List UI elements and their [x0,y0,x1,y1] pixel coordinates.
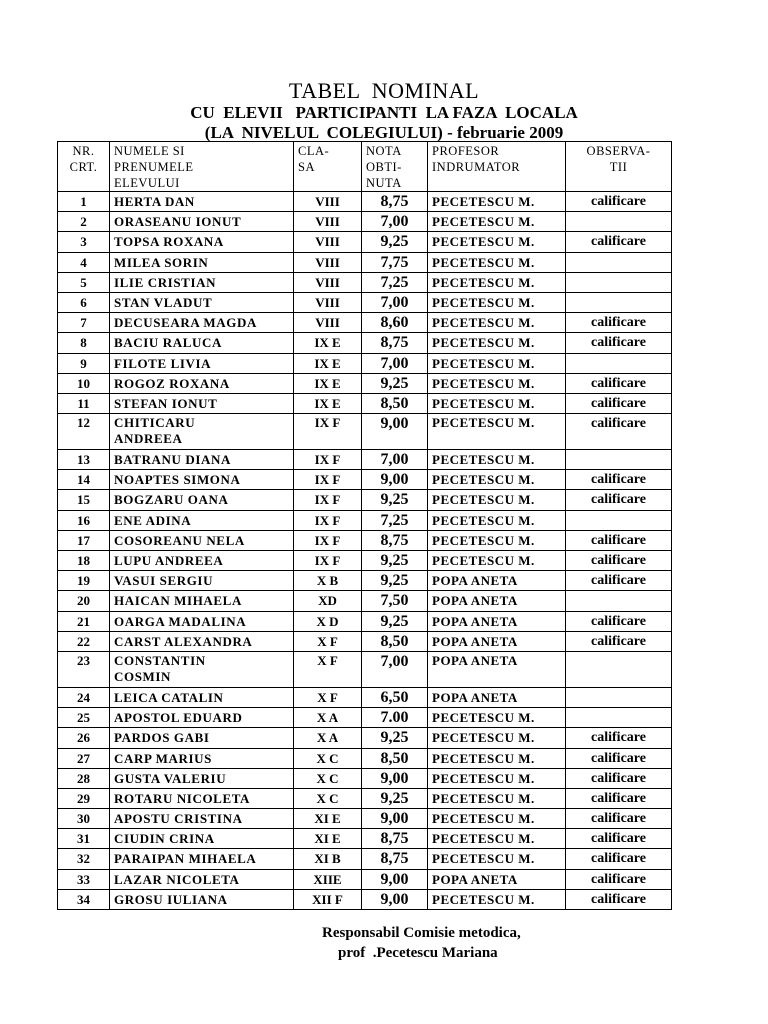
cell-class: IX F [294,450,362,470]
cell-name: FILOTE LIVIA [110,353,294,373]
cell-name: DECUSEARA MAGDA [110,313,294,333]
header-grade [362,142,428,192]
cell-class: IX E [294,373,362,393]
cell-observation: calificare [566,232,672,252]
table-row [58,252,672,272]
cell-observation [566,292,672,312]
table-row [58,748,672,768]
header-class [294,142,362,192]
cell-observation [566,252,672,272]
cell-nr: 32 [58,849,110,869]
cell-observation: calificare [566,809,672,829]
cell-observation: calificare [566,313,672,333]
cell-nr: 4 [58,252,110,272]
cell-nr: 20 [58,591,110,611]
cell-observation: calificare [566,490,672,510]
cell-grade: 6,50 [362,687,428,707]
cell-grade: 8,50 [362,393,428,413]
cell-class: IX E [294,353,362,373]
header-nr-line: NR. [72,144,95,158]
cell-class: XI B [294,849,362,869]
document-subtitle: CU ELEVII PARTICIPANTI LA FAZA LOCALA [190,103,578,122]
cell-grade: 9,25 [362,728,428,748]
cell-class: VIII [294,252,362,272]
header-obs-line: TII [609,160,628,174]
cell-teacher: PECETESCU M. [428,292,566,312]
document-subtitle-date: (LA NIVELUL COLEGIULUI) - februarie 2009 [204,123,564,142]
cell-nr: 10 [58,373,110,393]
cell-nr: 11 [58,393,110,413]
cell-grade: 7,00 [362,450,428,470]
cell-nr: 13 [58,450,110,470]
cell-name-line: COSMIN [114,668,172,684]
header-observations [566,142,672,192]
cell-grade: 9,00 [362,869,428,889]
cell-class: IX F [294,490,362,510]
cell-name [110,414,294,450]
cell-teacher: PECETESCU M. [428,470,566,490]
cell-teacher: POPA ANETA [428,687,566,707]
cell-grade: 8,50 [362,748,428,768]
cell-nr: 9 [58,353,110,373]
cell-class: VIII [294,272,362,292]
table-row [58,373,672,393]
cell-grade: 7,75 [362,252,428,272]
cell-observation: calificare [566,728,672,748]
cell-name: PARAIPAN MIHAELA [110,849,294,869]
cell-class: X F [294,651,362,687]
cell-nr: 7 [58,313,110,333]
cell-name: ROGOZ ROXANA [110,373,294,393]
cell-class: IX F [294,551,362,571]
header-nr [58,142,110,192]
table-row [58,470,672,490]
cell-grade: 9,25 [362,571,428,591]
cell-nr: 24 [58,687,110,707]
cell-grade: 8,75 [362,849,428,869]
cell-observation [566,708,672,728]
cell-nr: 16 [58,510,110,530]
cell-teacher: PECETESCU M. [428,232,566,252]
cell-class: X C [294,748,362,768]
cell-nr: 18 [58,551,110,571]
cell-class: IX E [294,393,362,413]
cell-grade: 7,00 [362,353,428,373]
cell-observation: calificare [566,393,672,413]
document-title: TABEL NOMINAL [288,78,480,103]
cell-name: NOAPTES SIMONA [110,470,294,490]
cell-observation: calificare [566,849,672,869]
cell-teacher: POPA ANETA [428,651,566,687]
cell-name-line: ANDREEA [114,431,183,447]
cell-teacher: PECETESCU M. [428,212,566,232]
cell-teacher: POPA ANETA [428,571,566,591]
cell-class: XD [294,591,362,611]
cell-teacher: PECETESCU M. [428,353,566,373]
cell-teacher: PECETESCU M. [428,768,566,788]
signature-name: prof .Pecetescu Mariana [338,945,498,961]
cell-grade: 8,60 [362,313,428,333]
header-name [110,142,294,192]
table-row [58,869,672,889]
cell-teacher: POPA ANETA [428,611,566,631]
cell-class: X C [294,788,362,808]
cell-nr: 1 [58,192,110,212]
cell-teacher: PECETESCU M. [428,490,566,510]
cell-class: X B [294,571,362,591]
cell-grade: 7,25 [362,272,428,292]
cell-teacher: PECETESCU M. [428,708,566,728]
cell-class: VIII [294,292,362,312]
cell-name: CIUDIN CRINA [110,829,294,849]
header-name-line: NUMELE SI [114,144,185,158]
cell-observation: calificare [566,829,672,849]
table-row [58,192,672,212]
cell-class: XII F [294,889,362,909]
cell-name: BATRANU DIANA [110,450,294,470]
cell-observation [566,510,672,530]
cell-observation: calificare [566,333,672,353]
header-teacher [428,142,566,192]
cell-class: X D [294,611,362,631]
cell-nr: 23 [58,651,110,687]
cell-observation [566,272,672,292]
cell-class: XI E [294,829,362,849]
table-row [58,687,672,707]
cell-name: MILEA SORIN [110,252,294,272]
cell-grade: 9,00 [362,414,428,450]
cell-observation [566,353,672,373]
cell-class: VIII [294,212,362,232]
cell-name: LUPU ANDREEA [110,551,294,571]
cell-teacher: PECETESCU M. [428,414,566,450]
cell-teacher: POPA ANETA [428,631,566,651]
cell-grade: 7,00 [362,212,428,232]
cell-class: IX F [294,470,362,490]
cell-nr: 34 [58,889,110,909]
table-row [58,708,672,728]
cell-teacher: PECETESCU M. [428,788,566,808]
cell-class: XIIE [294,869,362,889]
cell-nr: 19 [58,571,110,591]
cell-nr: 5 [58,272,110,292]
header-teacher-line: PROFESOR [432,144,500,158]
cell-observation [566,591,672,611]
cell-class: XI E [294,809,362,829]
cell-grade: 9,00 [362,470,428,490]
cell-teacher: PECETESCU M. [428,252,566,272]
participants-table [57,141,672,910]
cell-teacher: PECETESCU M. [428,849,566,869]
cell-observation: calificare [566,571,672,591]
cell-nr: 6 [58,292,110,312]
table-row [58,809,672,829]
cell-teacher: POPA ANETA [428,869,566,889]
cell-name: APOSTU CRISTINA [110,809,294,829]
cell-teacher: PECETESCU M. [428,313,566,333]
cell-grade: 9,25 [362,373,428,393]
cell-name: STEFAN IONUT [110,393,294,413]
table-row [58,292,672,312]
cell-nr: 3 [58,232,110,252]
cell-class: IX E [294,333,362,353]
table-row [58,849,672,869]
cell-nr: 27 [58,748,110,768]
table-row [58,728,672,748]
table-row [58,393,672,413]
table-row [58,212,672,232]
header-nr-line: CRT. [69,160,98,174]
cell-nr: 28 [58,768,110,788]
cell-class: VIII [294,232,362,252]
cell-class: IX F [294,414,362,450]
cell-observation: calificare [566,631,672,651]
cell-teacher: PECETESCU M. [428,272,566,292]
cell-class: IX F [294,510,362,530]
cell-grade: 7.00 [362,708,428,728]
cell-name: TOPSA ROXANA [110,232,294,252]
cell-grade: 9,25 [362,232,428,252]
cell-observation: calificare [566,611,672,631]
cell-nr: 8 [58,333,110,353]
cell-class: VIII [294,192,362,212]
cell-name: ROTARU NICOLETA [110,788,294,808]
cell-teacher: PECETESCU M. [428,393,566,413]
cell-observation: calificare [566,192,672,212]
header-grade-line: OBTI- [366,160,402,174]
cell-teacher: PECETESCU M. [428,450,566,470]
cell-name-line: CHITICARU [114,415,196,431]
cell-observation: calificare [566,414,672,450]
cell-nr: 30 [58,809,110,829]
table-row [58,510,672,530]
cell-grade: 8,75 [362,530,428,550]
cell-observation: calificare [566,551,672,571]
cell-name: BOGZARU OANA [110,490,294,510]
cell-grade: 9,00 [362,768,428,788]
cell-observation [566,687,672,707]
cell-class: X A [294,728,362,748]
header-teacher-line: INDRUMATOR [432,160,521,174]
cell-observation [566,212,672,232]
cell-nr: 33 [58,869,110,889]
table-row [58,313,672,333]
cell-teacher: PECETESCU M. [428,809,566,829]
cell-grade: 7,00 [362,651,428,687]
cell-observation [566,450,672,470]
table-row [58,829,672,849]
cell-observation: calificare [566,768,672,788]
cell-name: VASUI SERGIU [110,571,294,591]
table-row [58,232,672,252]
table-row [58,530,672,550]
cell-nr: 21 [58,611,110,631]
cell-teacher: PECETESCU M. [428,510,566,530]
cell-name: GUSTA VALERIU [110,768,294,788]
cell-observation: calificare [566,889,672,909]
cell-teacher: POPA ANETA [428,591,566,611]
table-row [58,272,672,292]
cell-name: STAN VLADUT [110,292,294,312]
cell-name: PARDOS GABI [110,728,294,748]
cell-class: X A [294,708,362,728]
cell-grade: 8,75 [362,333,428,353]
cell-nr: 29 [58,788,110,808]
table-row [58,611,672,631]
cell-name [110,651,294,687]
cell-teacher: PECETESCU M. [428,333,566,353]
cell-name: LAZAR NICOLETA [110,869,294,889]
table-row [58,651,672,687]
cell-name: BACIU RALUCA [110,333,294,353]
cell-observation: calificare [566,530,672,550]
cell-name: HERTA DAN [110,192,294,212]
cell-name: OARGA MADALINA [110,611,294,631]
cell-grade: 8,75 [362,192,428,212]
header-name-line: PRENUMELE [114,160,194,174]
table-row [58,551,672,571]
cell-observation: calificare [566,470,672,490]
cell-name: CARP MARIUS [110,748,294,768]
cell-class: X C [294,768,362,788]
cell-observation: calificare [566,373,672,393]
cell-grade: 9,25 [362,490,428,510]
header-class-line: SA [298,160,315,174]
cell-teacher: PECETESCU M. [428,551,566,571]
cell-grade: 7,00 [362,292,428,312]
table-row [58,571,672,591]
header-class-line: CLA- [298,144,330,158]
table-row [58,450,672,470]
cell-name: LEICA CATALIN [110,687,294,707]
table-row [58,889,672,909]
cell-class: IX F [294,530,362,550]
cell-grade: 9,25 [362,611,428,631]
table-header-row [58,142,672,192]
cell-class: X F [294,631,362,651]
cell-name: ORASEANU IONUT [110,212,294,232]
header-name-line: ELEVULUI [114,176,180,190]
cell-nr: 26 [58,728,110,748]
table-row [58,353,672,373]
cell-name: ENE ADINA [110,510,294,530]
cell-nr: 22 [58,631,110,651]
table-row [58,414,672,450]
cell-teacher: PECETESCU M. [428,889,566,909]
cell-grade: 8,75 [362,829,428,849]
cell-observation [566,651,672,687]
cell-grade: 9,25 [362,551,428,571]
cell-nr: 2 [58,212,110,232]
cell-name: HAICAN MIHAELA [110,591,294,611]
cell-observation: calificare [566,869,672,889]
cell-teacher: PECETESCU M. [428,728,566,748]
cell-nr: 25 [58,708,110,728]
cell-name: ILIE CRISTIAN [110,272,294,292]
cell-nr: 17 [58,530,110,550]
cell-name: COSOREANU NELA [110,530,294,550]
header-grade-line: NOTA [366,144,402,158]
cell-teacher: PECETESCU M. [428,829,566,849]
cell-nr: 12 [58,414,110,450]
header-grade-line: NUTA [366,176,402,190]
table-body [58,192,672,910]
header-obs-line: OBSERVA- [586,144,651,158]
signature-title: Responsabil Comisie metodica, [322,925,521,941]
cell-name-line: CONSTANTIN [114,652,206,668]
table-row [58,631,672,651]
cell-name: GROSU IULIANA [110,889,294,909]
table-row [58,768,672,788]
cell-teacher: PECETESCU M. [428,748,566,768]
cell-class: X F [294,687,362,707]
cell-class: VIII [294,313,362,333]
cell-name: APOSTOL EDUARD [110,708,294,728]
cell-grade: 8,50 [362,631,428,651]
cell-grade: 7,25 [362,510,428,530]
cell-teacher: PECETESCU M. [428,530,566,550]
table-row [58,591,672,611]
cell-teacher: PECETESCU M. [428,373,566,393]
cell-grade: 7,50 [362,591,428,611]
cell-teacher: PECETESCU M. [428,192,566,212]
cell-observation: calificare [566,748,672,768]
table-row [58,788,672,808]
cell-name: CARST ALEXANDRA [110,631,294,651]
cell-nr: 15 [58,490,110,510]
cell-grade: 9,00 [362,889,428,909]
table-row [58,333,672,353]
cell-nr: 14 [58,470,110,490]
table-row [58,490,672,510]
cell-grade: 9,25 [362,788,428,808]
cell-nr: 31 [58,829,110,849]
cell-grade: 9,00 [362,809,428,829]
cell-observation: calificare [566,788,672,808]
